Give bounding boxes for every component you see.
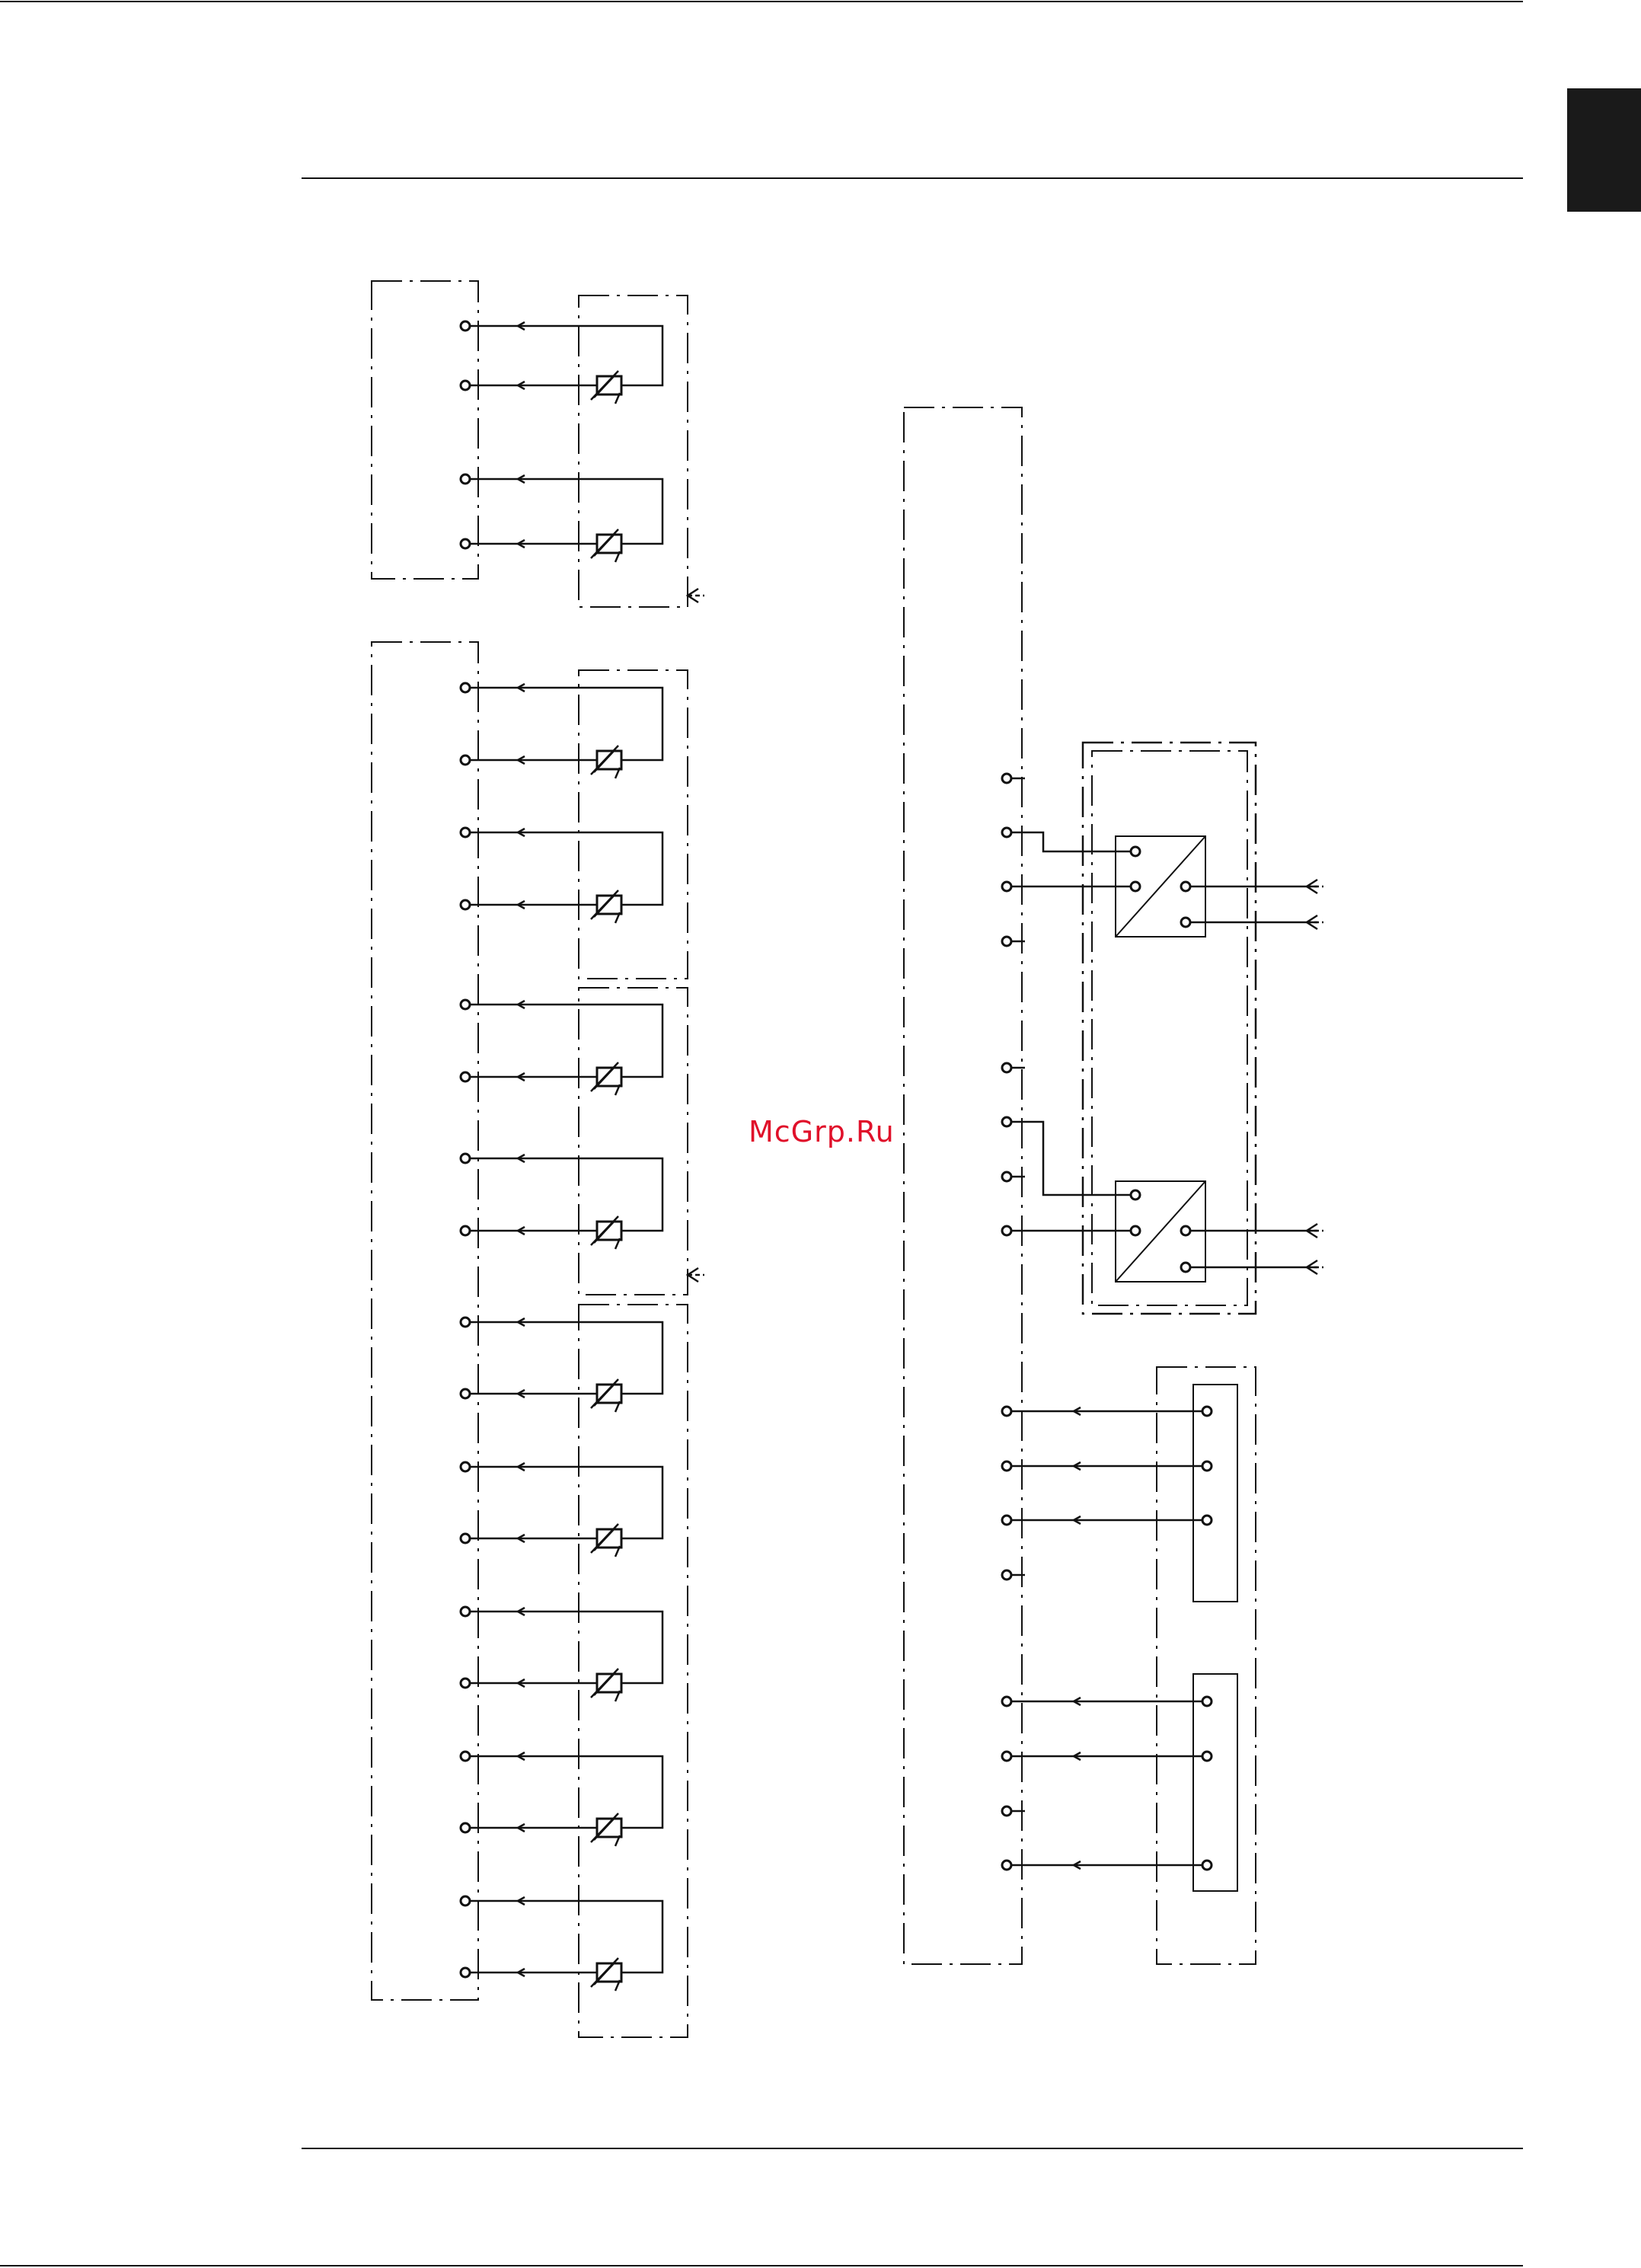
terminal-icon	[461, 900, 470, 909]
terminal-icon	[1002, 1226, 1011, 1235]
sensor-loop-wire	[470, 688, 662, 760]
terminal-icon	[461, 1534, 470, 1543]
terminal-icon	[1002, 1752, 1011, 1761]
sensor-loop-wire	[470, 1901, 662, 1973]
terminal-icon	[461, 1226, 470, 1235]
terminal-icon	[461, 1823, 470, 1832]
terminal-icon	[461, 1318, 470, 1327]
terminal-icon	[1131, 1190, 1140, 1199]
terminal-icon	[461, 1896, 470, 1905]
sensor-loop-wire	[470, 326, 662, 385]
sensor-housing-3-frame	[579, 988, 688, 1295]
terminal-icon	[461, 1462, 470, 1471]
terminal-icon	[1181, 882, 1190, 891]
sensor-housing-2-frame	[579, 670, 688, 979]
terminal-icon	[1202, 1752, 1212, 1761]
terminal-icon	[461, 474, 470, 484]
terminal-icon	[461, 1607, 470, 1616]
terminal-icon	[1181, 1226, 1190, 1235]
terminal-icon	[461, 1679, 470, 1688]
terminal-icon	[1131, 882, 1140, 891]
terminal-icon	[1202, 1861, 1212, 1870]
terminal-icon	[461, 1752, 470, 1761]
terminal-icon	[461, 755, 470, 765]
terminal-icon	[461, 1072, 470, 1081]
sensor-loop-wire	[470, 1612, 662, 1683]
terminal-icon	[1002, 1570, 1011, 1580]
terminal-icon	[1002, 882, 1011, 891]
main-terminal-strip-frame	[904, 407, 1022, 1964]
sensor-loop-wire	[470, 1005, 662, 1077]
terminal-icon	[461, 683, 470, 692]
terminal-icon	[1131, 847, 1140, 856]
watermark-text: McGrp.Ru	[749, 1115, 895, 1148]
bracket-terminal-icon	[1193, 1674, 1237, 1891]
terminal-icon	[1002, 937, 1011, 946]
sensor-loop-wire	[470, 832, 662, 905]
terminal-icon	[1002, 1407, 1011, 1416]
bracket-terminal-icon	[1193, 1385, 1237, 1602]
sensor-housing-1-frame	[579, 295, 688, 607]
terminal-icon	[1202, 1697, 1212, 1706]
terminal-icon	[1002, 1861, 1011, 1870]
terminal-icon	[1202, 1516, 1212, 1525]
converter-input-wire	[1011, 1122, 1131, 1195]
terminal-icon	[1002, 1697, 1011, 1706]
terminal-icon	[461, 1389, 470, 1398]
terminal-icon	[1002, 828, 1011, 837]
converter-input-wire	[1011, 832, 1131, 851]
terminal-icon	[461, 1154, 470, 1163]
output-terminal-block-frame	[1157, 1367, 1256, 1964]
terminal-icon	[461, 321, 470, 331]
terminal-icon	[1002, 1117, 1011, 1126]
sensor-loop-wire	[470, 1158, 662, 1231]
terminal-icon	[1002, 1806, 1011, 1816]
terminal-icon	[1002, 1516, 1011, 1525]
terminal-icon	[461, 1968, 470, 1977]
terminal-icon	[461, 539, 470, 548]
terminal-icon	[461, 828, 470, 837]
terminal-icon	[1181, 1263, 1190, 1272]
terminal-icon	[1002, 1063, 1011, 1072]
terminal-icon	[1202, 1461, 1212, 1471]
sensor-loop-wire	[470, 1467, 662, 1538]
terminal-icon	[1002, 1461, 1011, 1471]
terminal-icon	[1202, 1407, 1212, 1416]
sensor-housing-4-frame	[579, 1305, 688, 2037]
section-tab-marker	[1567, 88, 1641, 212]
terminal-icon	[461, 1000, 470, 1009]
terminal-icon	[1131, 1226, 1140, 1235]
sensor-loop-wire	[470, 1322, 662, 1394]
sensor-loop-wire	[470, 479, 662, 544]
sensor-loop-wire	[470, 1756, 662, 1828]
terminal-icon	[1002, 1172, 1011, 1181]
terminal-icon	[461, 381, 470, 390]
terminal-icon	[1181, 918, 1190, 927]
terminal-icon	[1002, 774, 1011, 783]
